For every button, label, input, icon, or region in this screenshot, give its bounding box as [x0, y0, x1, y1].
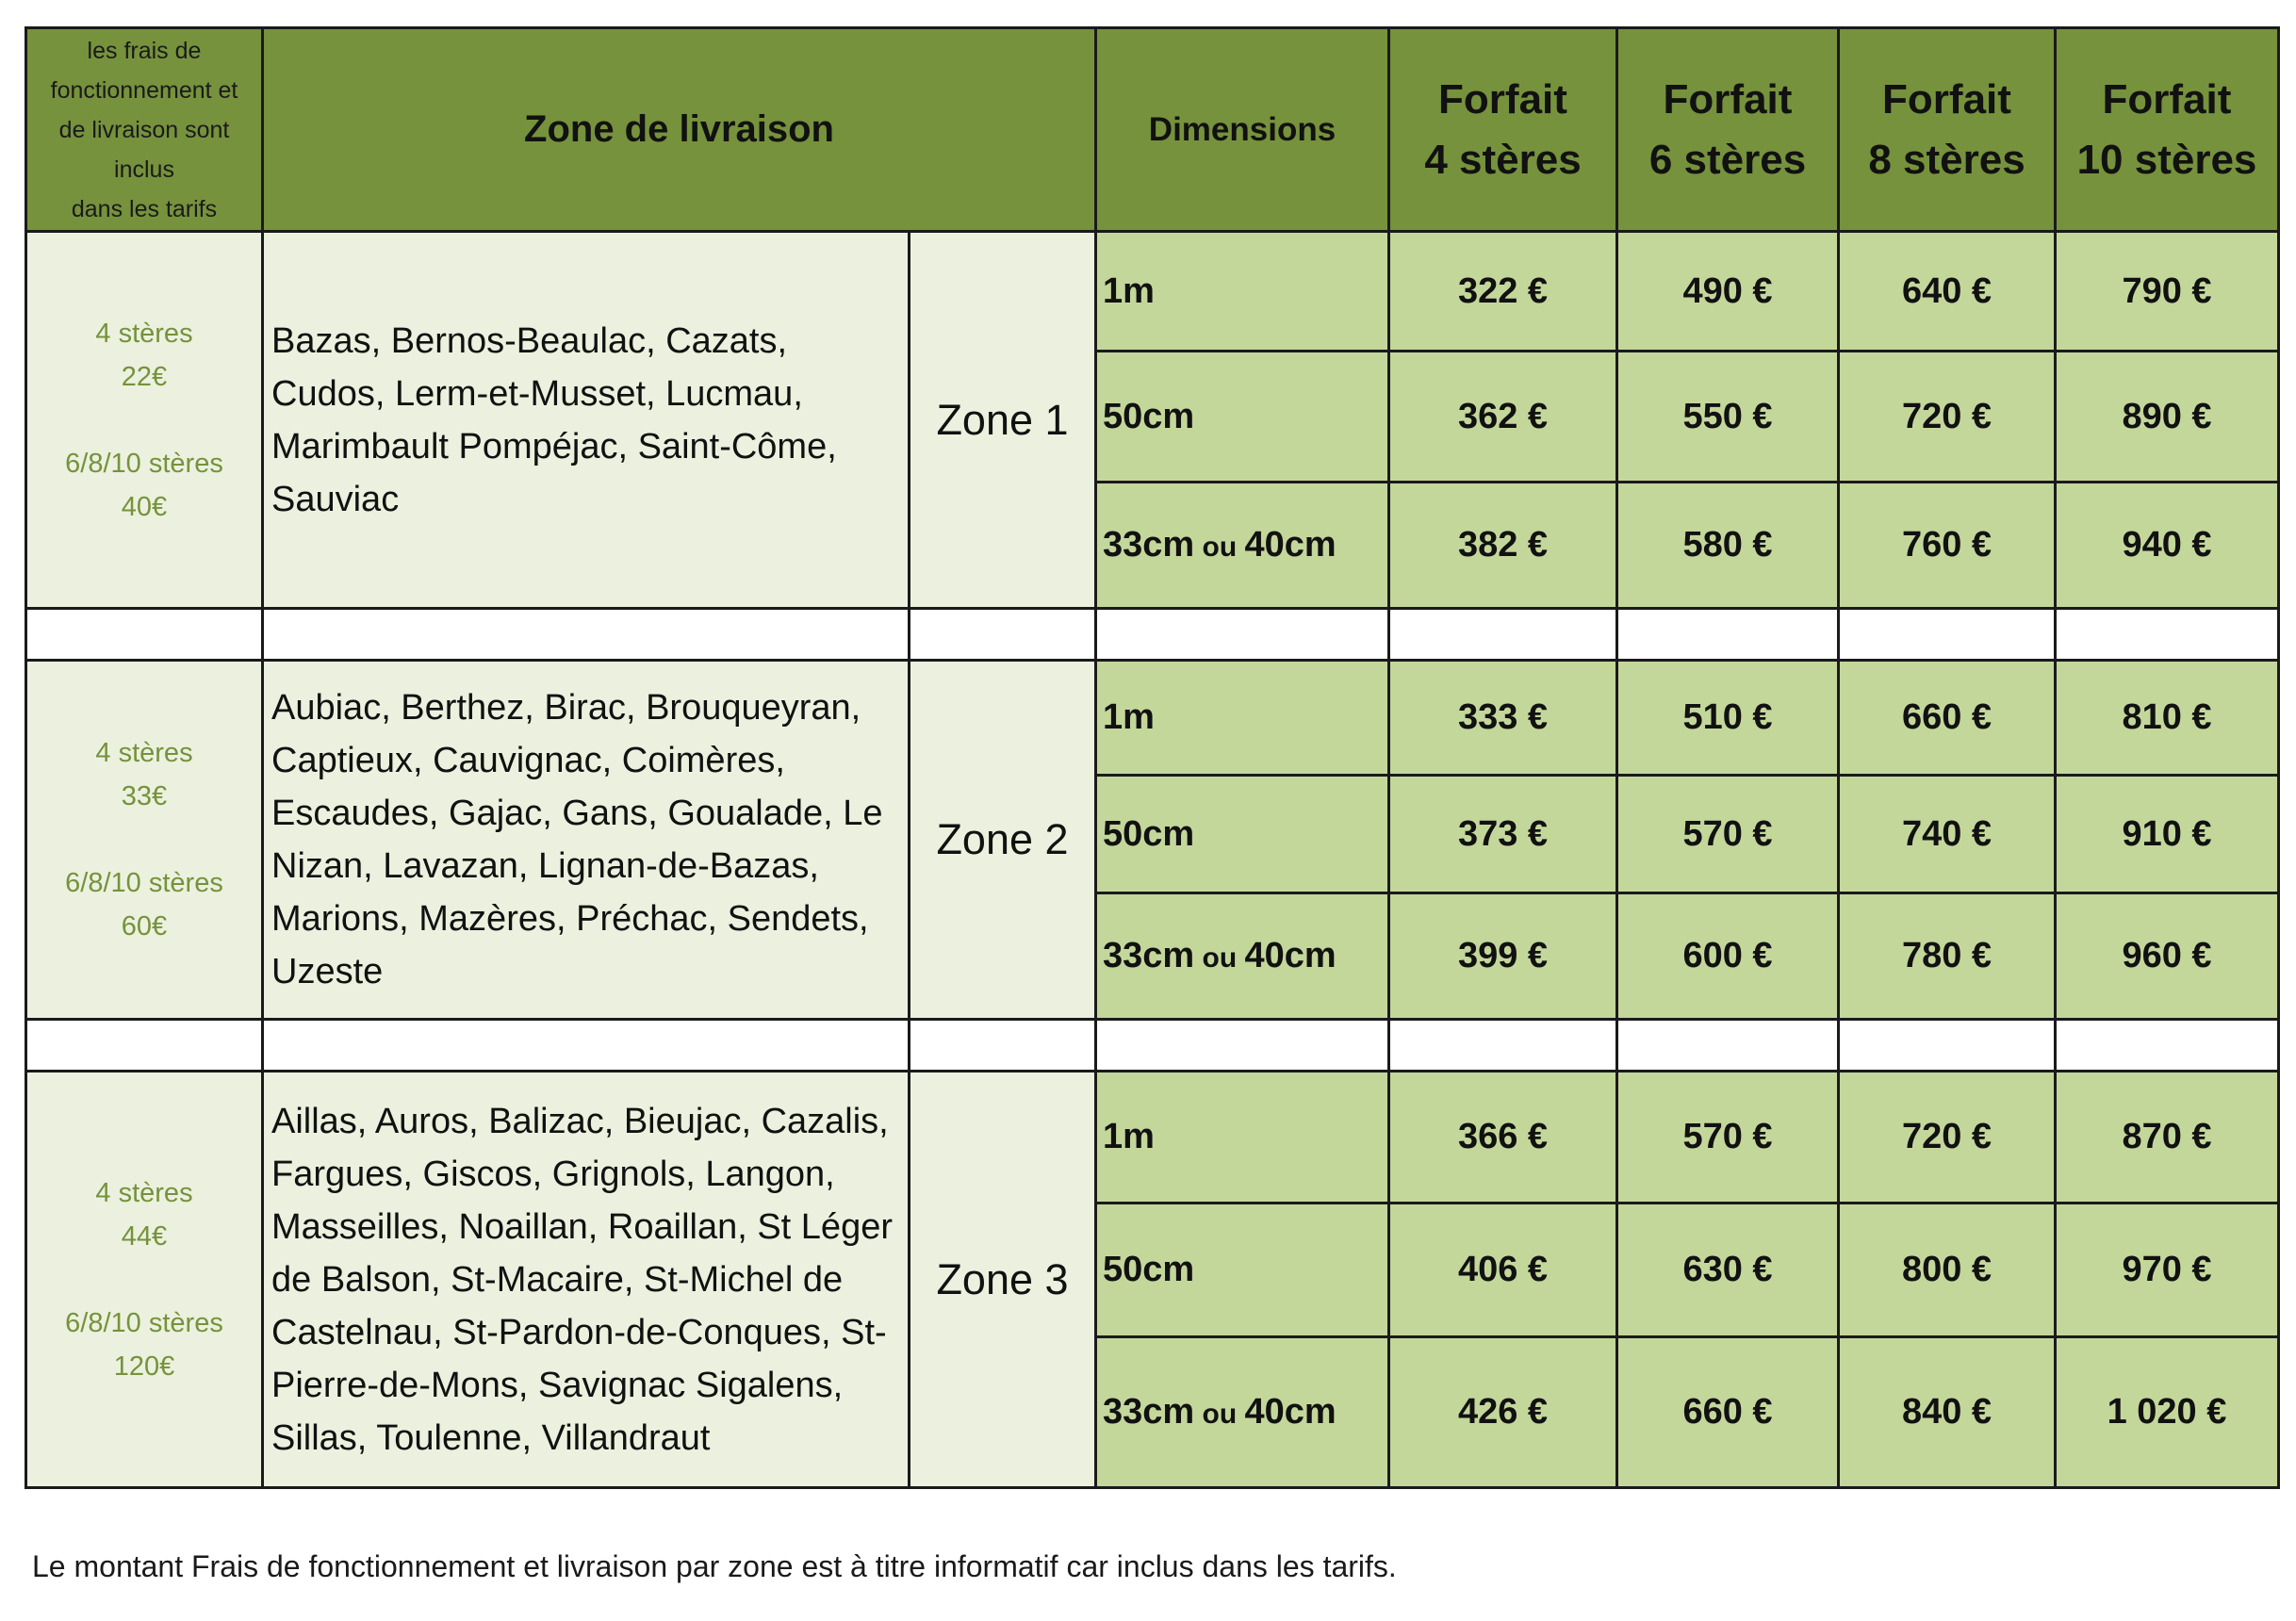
dimension-cell: 1m: [1096, 661, 1389, 776]
town-line: Sillas, Toulenne, Villandraut: [271, 1417, 711, 1458]
forfait-line: 4 stères: [1424, 136, 1582, 183]
zone-1-towns: [263, 232, 910, 609]
fee-label: 4 stères: [95, 1177, 193, 1208]
price-cell: 720 €: [1839, 1072, 2056, 1203]
zone-3-towns: [263, 1072, 910, 1488]
dim-ou: ou: [1194, 1399, 1245, 1430]
fee-label: 6/8/10 stères: [65, 448, 223, 479]
fee-value: 40€: [121, 491, 168, 522]
forfait-line: 10 stères: [2076, 136, 2257, 183]
forfait-line: 8 stères: [1868, 136, 2025, 183]
price-cell: 660 €: [1839, 661, 2056, 776]
price-cell: 322 €: [1389, 232, 1617, 352]
zone-3-row-1m: [26, 1072, 2279, 1203]
dim-a: 33cm: [1103, 525, 1195, 565]
forfait-line: 6 stères: [1648, 136, 1807, 183]
spacer-row: [26, 1020, 2279, 1072]
header-note-line: de livraison sont: [58, 116, 230, 143]
dimension-cell: 1m: [1096, 232, 1389, 352]
price-cell: 970 €: [2056, 1203, 2279, 1337]
header-forfait-8: [1839, 28, 2056, 232]
price-cell: 960 €: [2056, 893, 2279, 1020]
dim-a: 33cm: [1103, 1392, 1195, 1432]
town-line: Escaudes, Gajac, Gans, Goualade, Le: [271, 794, 883, 833]
dim-b: 40cm: [1244, 1392, 1337, 1432]
price-cell: 406 €: [1389, 1203, 1617, 1337]
price-table: [25, 26, 2280, 1489]
town-line: de Balson, St-Macaire, St-Michel de: [271, 1259, 844, 1300]
price-cell: 640 €: [1839, 232, 2056, 352]
town-line: Aubiac, Berthez, Birac, Brouqueyran,: [271, 688, 861, 728]
dim-b: 40cm: [1244, 525, 1337, 565]
town-line: Nizan, Lavazan, Lignan-de-Bazas,: [271, 846, 819, 886]
header-forfait-10: [2056, 28, 2279, 232]
dimension-cell: 1m: [1096, 1072, 1389, 1203]
price-cell: 840 €: [1839, 1337, 2056, 1488]
dimension-cell: 50cm: [1096, 352, 1389, 483]
price-cell: 800 €: [1839, 1203, 2056, 1337]
price-cell: 550 €: [1617, 352, 1839, 483]
dim-ou: ou: [1194, 532, 1245, 563]
price-cell: 810 €: [2056, 661, 2279, 776]
dimension-cell: 50cm: [1096, 1203, 1389, 1337]
zone-2-row-1m: [26, 661, 2279, 776]
town-line: Marimbault Pompéjac, Saint-Côme,: [271, 426, 837, 467]
zone-2-towns: [263, 661, 910, 1020]
dimension-cell: [1096, 483, 1389, 609]
forfait-line: Forfait: [2102, 75, 2232, 123]
price-cell: 780 €: [1839, 893, 2056, 1020]
price-cell: 580 €: [1617, 483, 1839, 609]
price-cell: 740 €: [1839, 776, 2056, 893]
fee-label: 4 stères: [95, 318, 193, 349]
town-line: Uzeste: [271, 952, 384, 991]
fee-value: 120€: [113, 1351, 175, 1382]
dimension-cell: 50cm: [1096, 776, 1389, 893]
forfait-line: Forfait: [1438, 75, 1567, 123]
price-cell: 399 €: [1389, 893, 1617, 1020]
fee-label: 6/8/10 stères: [65, 1307, 223, 1338]
dimension-cell: [1096, 893, 1389, 1020]
zone-1-name: Zone 1: [910, 232, 1096, 609]
forfait-line: Forfait: [1882, 75, 2011, 123]
zone-1-fees: [26, 232, 263, 609]
price-cell: 426 €: [1389, 1337, 1617, 1488]
header-dimensions: Dimensions: [1096, 28, 1389, 232]
header-note-line: inclus: [114, 156, 174, 183]
fee-value: 44€: [121, 1220, 168, 1252]
town-line: Marions, Mazères, Préchac, Sendets,: [271, 899, 869, 939]
forfait-line: Forfait: [1663, 75, 1793, 123]
header-forfait-6: [1617, 28, 1839, 232]
town-line: Masseilles, Noaillan, Roaillan, St Léger: [271, 1206, 893, 1247]
footer-note: Le montant Frais de fonctionnement et livraison par zone est à titre informatif car inclus dans les tarifs.: [32, 1549, 1397, 1583]
fee-value: 33€: [121, 781, 168, 811]
price-cell: 660 €: [1617, 1337, 1839, 1488]
price-cell: 366 €: [1389, 1072, 1617, 1203]
price-cell: 630 €: [1617, 1203, 1839, 1337]
price-cell: 362 €: [1389, 352, 1617, 483]
town-line: Sauviac: [271, 479, 400, 519]
zone-1-row-1m: [26, 232, 2279, 352]
price-cell: 870 €: [2056, 1072, 2279, 1203]
zone-3-fees: [26, 1072, 263, 1488]
price-cell: 373 €: [1389, 776, 1617, 893]
price-cell: 910 €: [2056, 776, 2279, 893]
price-cell: 940 €: [2056, 483, 2279, 609]
price-cell: 1 020 €: [2056, 1337, 2279, 1488]
town-line: Pierre-de-Mons, Savignac Sigalens,: [271, 1365, 844, 1405]
price-cell: 570 €: [1617, 776, 1839, 893]
header-zone: Zone de livraison: [263, 28, 1096, 232]
town-line: Castelnau, St-Pardon-de-Conques, St-: [271, 1312, 887, 1352]
price-cell: 890 €: [2056, 352, 2279, 483]
price-cell: 510 €: [1617, 661, 1839, 776]
zone-2-name: Zone 2: [910, 661, 1096, 1020]
town-line: Aillas, Auros, Balizac, Bieujac, Cazalis,: [271, 1101, 889, 1141]
price-cell: 382 €: [1389, 483, 1617, 609]
dim-b: 40cm: [1244, 936, 1337, 975]
price-cell: 760 €: [1839, 483, 2056, 609]
fee-value: 22€: [121, 361, 168, 392]
zone-3-name: Zone 3: [910, 1072, 1096, 1488]
price-cell: 490 €: [1617, 232, 1839, 352]
town-line: Bazas, Bernos-Beaulac, Cazats,: [271, 320, 788, 361]
zone-2-fees: [26, 661, 263, 1020]
header-note: [26, 28, 263, 232]
price-cell: 790 €: [2056, 232, 2279, 352]
town-line: Fargues, Giscos, Grignols, Langon,: [271, 1154, 835, 1194]
price-cell: 720 €: [1839, 352, 2056, 483]
price-cell: 333 €: [1389, 661, 1617, 776]
dim-ou: ou: [1194, 942, 1245, 974]
header-row: [26, 28, 2279, 232]
price-cell: 600 €: [1617, 893, 1839, 1020]
fee-label: 4 stères: [95, 738, 193, 768]
town-line: Captieux, Cauvignac, Coimères,: [271, 741, 785, 780]
spacer-row: [26, 609, 2279, 661]
town-line: Cudos, Lerm-et-Musset, Lucmau,: [271, 373, 803, 414]
fee-value: 60€: [121, 911, 168, 941]
header-note-line: dans les tarifs: [71, 195, 218, 222]
header-forfait-4: [1389, 28, 1617, 232]
header-note-line: les frais de: [87, 37, 202, 64]
price-cell: 570 €: [1617, 1072, 1839, 1203]
dimension-cell: [1096, 1337, 1389, 1488]
dim-a: 33cm: [1103, 936, 1195, 975]
fee-label: 6/8/10 stères: [65, 868, 223, 898]
header-note-line: fonctionnement et: [50, 76, 238, 104]
